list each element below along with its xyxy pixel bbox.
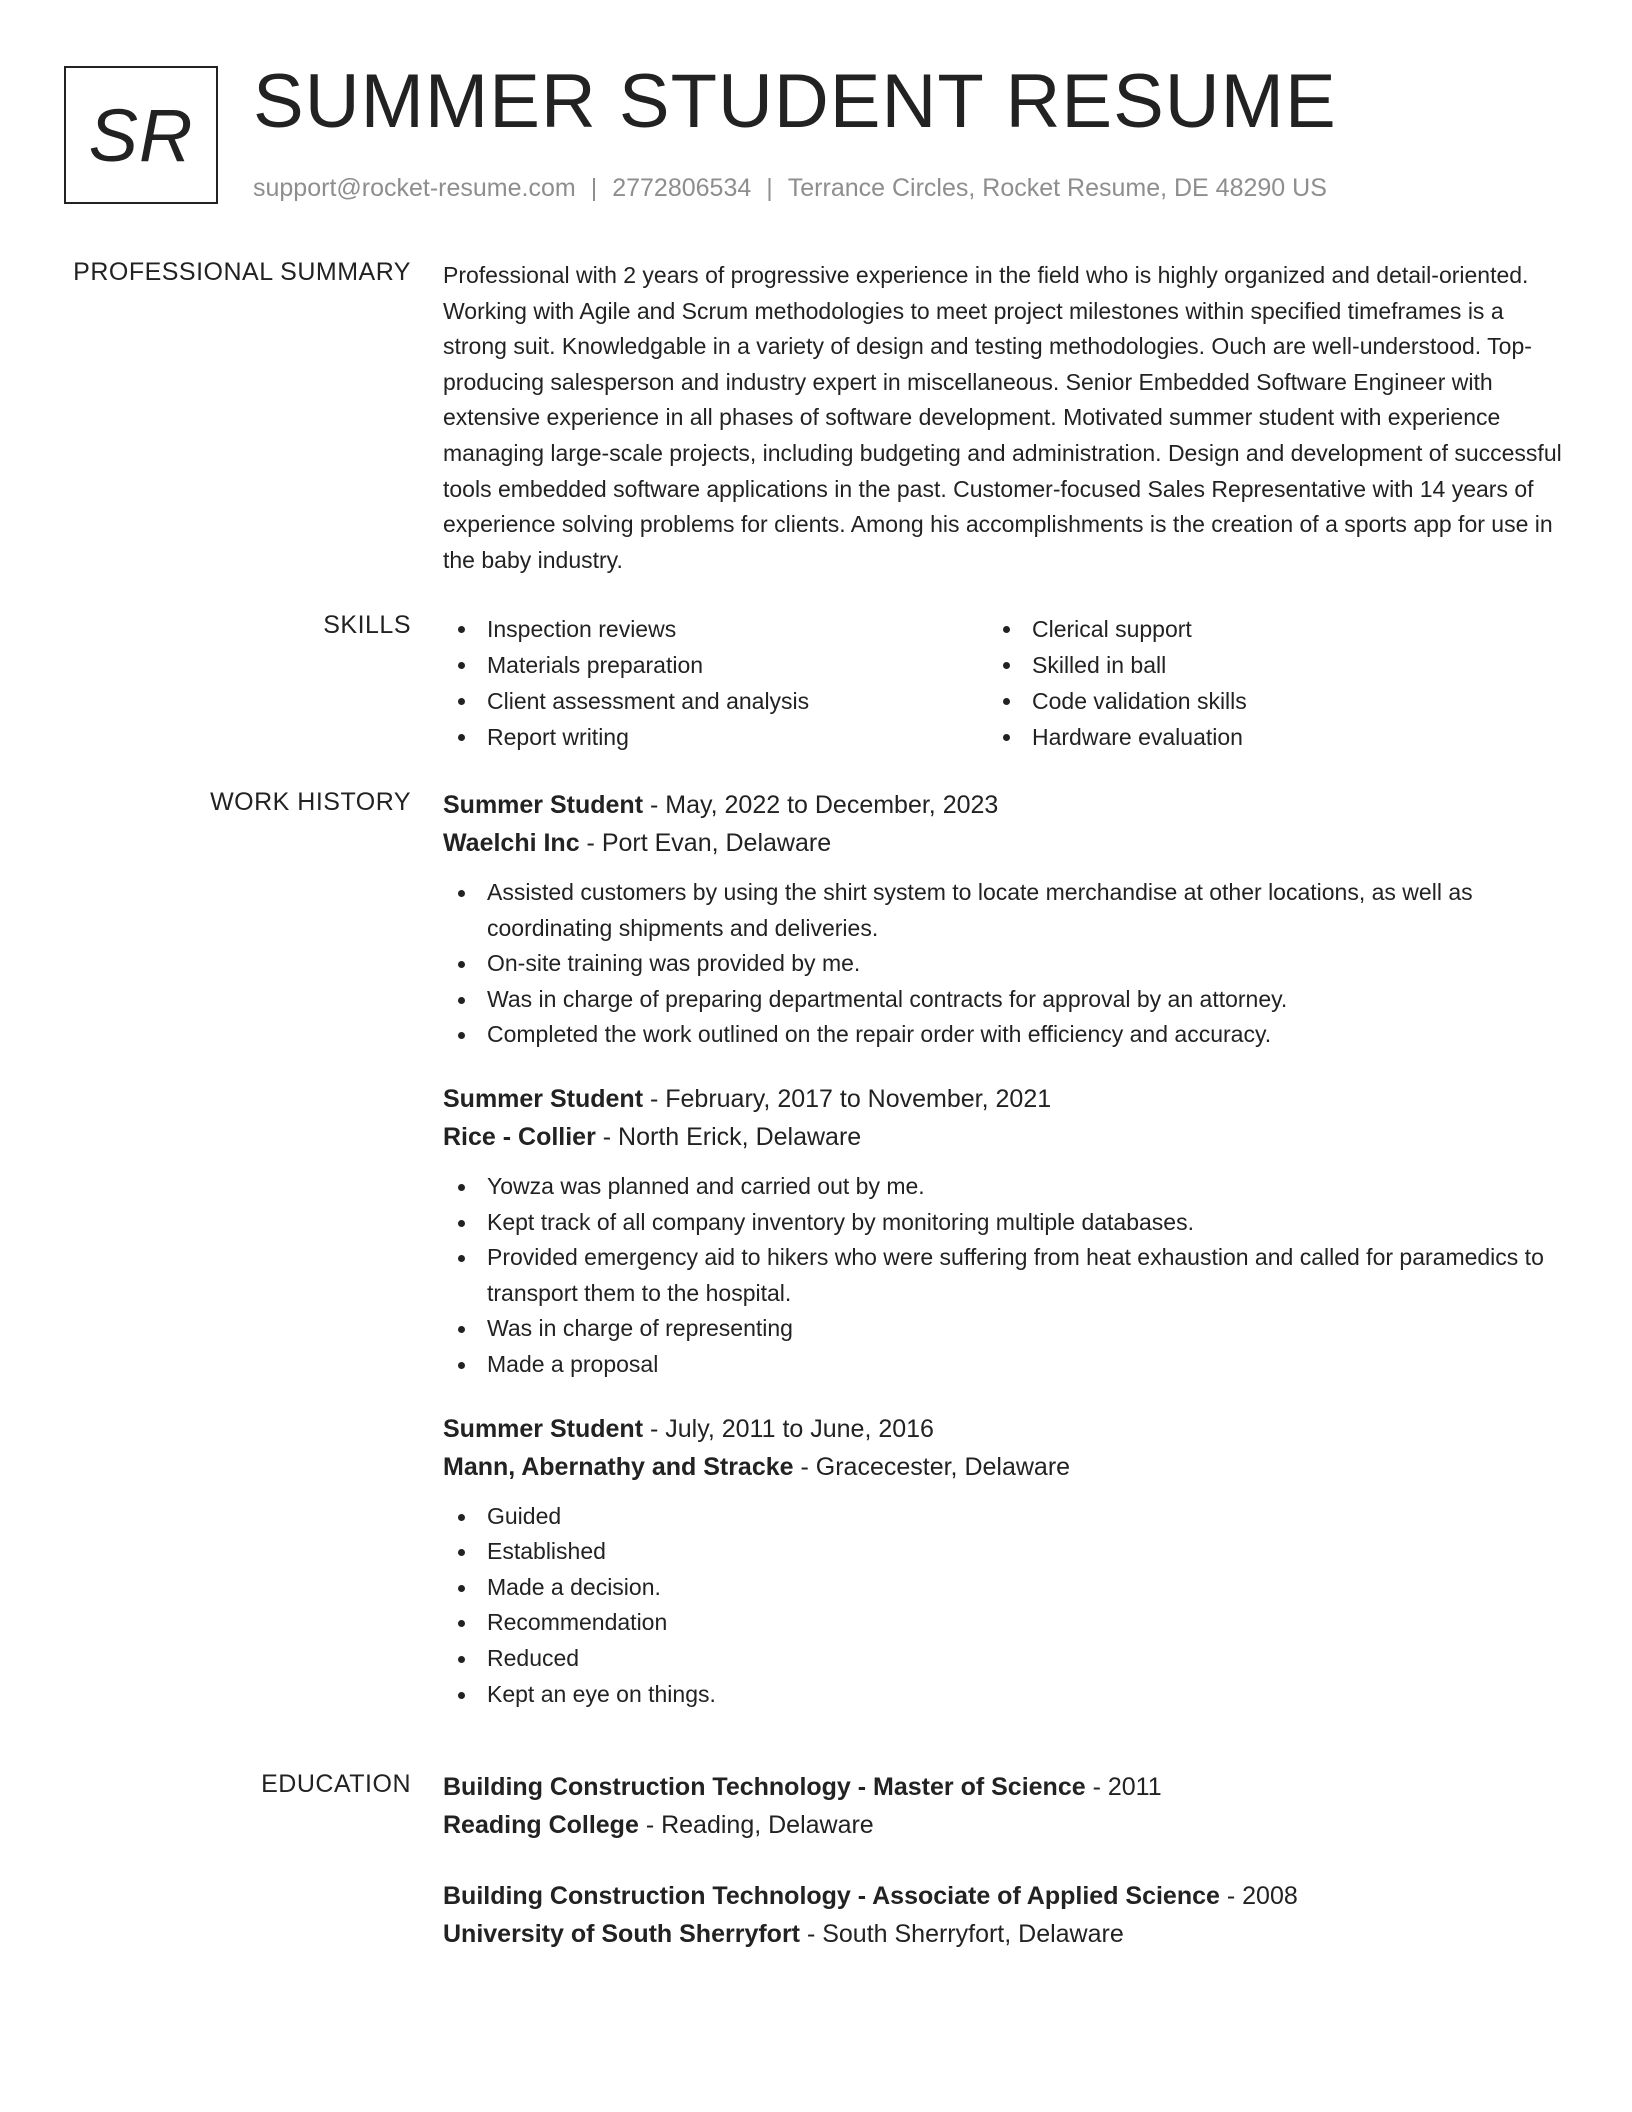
- skill-item: Client assessment and analysis: [443, 683, 988, 719]
- skill-item: Report writing: [443, 719, 988, 755]
- education-school-line: [443, 1915, 1568, 1953]
- contact-line: [253, 174, 1327, 203]
- education-entry: [443, 1877, 1568, 1953]
- job-dates: July, 2011 to June, 2016: [665, 1414, 934, 1443]
- education-degree-line: [443, 1877, 1568, 1915]
- job-title: Summer Student: [443, 791, 644, 819]
- monogram-box: [64, 66, 218, 204]
- job-title-line: [443, 1410, 1568, 1448]
- job-company-line: [443, 824, 1568, 862]
- job-bullet: Was in charge of preparing departmental contracts for approval by an attorney.: [443, 982, 1568, 1018]
- education-degree: Building Construction Technology - Associate of Applied Science: [443, 1882, 1220, 1910]
- job-bullet: Assisted customers by using the shirt system to locate merchandise at other locations, as well as coordinating shipments and deliveries.: [443, 875, 1568, 946]
- education-school: University of South Sherryfort: [443, 1920, 800, 1948]
- dash: -: [800, 1920, 823, 1948]
- job-entry: [443, 786, 1568, 1053]
- job-bullet: Was in charge of representing: [443, 1311, 1568, 1347]
- resume-header: [64, 59, 1584, 214]
- dash: -: [1085, 1773, 1108, 1801]
- skill-item: Skilled in ball: [988, 647, 1533, 683]
- skill-item: Materials preparation: [443, 647, 988, 683]
- job-bullet: Made a decision.: [443, 1570, 1568, 1606]
- job-dates: May, 2022 to December, 2023: [665, 791, 999, 819]
- education-year: 2008: [1242, 1882, 1298, 1910]
- monogram-initials: SR: [88, 93, 194, 177]
- job-bullet: Yowza was planned and carried out by me.: [443, 1169, 1568, 1205]
- dash: -: [643, 1084, 666, 1113]
- job-bullet: Made a proposal: [443, 1347, 1568, 1383]
- job-company-line: [443, 1118, 1568, 1156]
- education-degree-line: [443, 1768, 1568, 1806]
- job-bullet: Kept an eye on things.: [443, 1677, 1568, 1713]
- job-location: Port Evan, Delaware: [601, 829, 832, 857]
- contact-address: Terrance Circles, Rocket Resume, DE 48290 US: [787, 174, 1327, 202]
- dash: -: [643, 1414, 666, 1443]
- education-heading: EDUCATION: [261, 1770, 411, 1798]
- job-bullet: Guided: [443, 1499, 1568, 1535]
- education-year: 2011: [1107, 1773, 1162, 1801]
- summary-body: [443, 258, 1568, 578]
- job-bullet: Completed the work outlined on the repair order with efficiency and accuracy.: [443, 1017, 1568, 1053]
- skills-body: [443, 611, 1568, 755]
- job-bullet: Recommendation: [443, 1605, 1568, 1641]
- dash: -: [595, 1122, 619, 1151]
- skills-column-left: [443, 611, 988, 755]
- skills-list-left: [443, 611, 988, 755]
- education-degree: Building Construction Technology - Master of Science: [443, 1773, 1086, 1801]
- job-entry: [443, 1080, 1568, 1383]
- dash: -: [579, 829, 602, 857]
- job-bullets: [443, 1169, 1568, 1383]
- job-title-line: [443, 786, 1568, 824]
- skills-grid: [443, 611, 1568, 755]
- contact-separator: |: [590, 174, 598, 202]
- contact-phone[interactable]: 2772806534: [612, 174, 752, 202]
- dash: -: [793, 1452, 816, 1481]
- job-bullets: [443, 1499, 1568, 1713]
- job-bullets: [443, 875, 1568, 1053]
- skill-item: Clerical support: [988, 611, 1533, 647]
- dash: -: [643, 791, 666, 819]
- job-bullet: Provided emergency aid to hikers who were suffering from heat exhaustion and called for paramedics to transport them to the hospital.: [443, 1240, 1568, 1311]
- work-history-body: [443, 786, 1568, 1739]
- job-location: Gracecester, Delaware: [815, 1452, 1071, 1481]
- summary-text: Professional with 2 years of progressive experience in the field who is highly organized and detail-oriented. Working with Agile and Scrum methodologies to meet project milestones within specified timeframes is a strong suit. Knowledgable in a variety of design and testing methodologies. Ouch are well-understood. Top-producing salesperson and industry expert in miscellaneous. Senior Embedded Software Engineer with extensive experience in all phases of software development. Motivated summer student with experience managing large-scale projects, including budgeting and administration. Design and development of successful tools embedded software applications in the past. Customer-focused Sales Representative with 14 years of experience solving problems for clients. Among his accomplishments is the creation of a sports app for use in the baby industry.: [443, 262, 1562, 573]
- dash: -: [1219, 1882, 1243, 1910]
- job-company-line: [443, 1448, 1568, 1486]
- job-company: Mann, Abernathy and Stracke: [443, 1452, 794, 1481]
- education-school: Reading College: [443, 1811, 639, 1839]
- job-bullet: Established: [443, 1534, 1568, 1570]
- contact-separator: |: [766, 174, 773, 202]
- education-location: South Sherryfort, Delaware: [822, 1920, 1124, 1948]
- job-bullet: On-site training was provided by me.: [443, 946, 1568, 982]
- job-company: Rice - Collier: [443, 1122, 596, 1151]
- job-company: Waelchi Inc: [443, 829, 580, 857]
- job-bullet: Kept track of all company inventory by monitoring multiple databases.: [443, 1205, 1568, 1241]
- education-location: Reading, Delaware: [661, 1811, 874, 1839]
- contact-email[interactable]: support@rocket-resume.com: [253, 174, 576, 202]
- job-location: North Erick, Delaware: [618, 1122, 862, 1151]
- skill-item: Code validation skills: [988, 683, 1533, 719]
- skill-item: Inspection reviews: [443, 611, 988, 647]
- education-body: [443, 1768, 1568, 1986]
- summary-heading: PROFESSIONAL SUMMARY: [73, 258, 411, 286]
- job-entry: [443, 1410, 1568, 1713]
- dash: -: [638, 1811, 662, 1839]
- job-bullet: Reduced: [443, 1641, 1568, 1677]
- resume-title: SUMMER STUDENT RESUME: [253, 59, 1337, 144]
- education-entry: [443, 1768, 1568, 1844]
- skills-column-right: [988, 611, 1533, 755]
- education-school-line: [443, 1806, 1568, 1844]
- skill-item: Hardware evaluation: [988, 719, 1533, 755]
- job-title: Summer Student: [443, 1084, 644, 1113]
- work-history-heading: WORK HISTORY: [210, 788, 411, 816]
- skills-heading: SKILLS: [323, 611, 411, 639]
- job-title: Summer Student: [443, 1414, 644, 1443]
- skills-list-right: [988, 611, 1533, 755]
- job-title-line: [443, 1080, 1568, 1118]
- job-dates: February, 2017 to November, 2021: [665, 1084, 1052, 1113]
